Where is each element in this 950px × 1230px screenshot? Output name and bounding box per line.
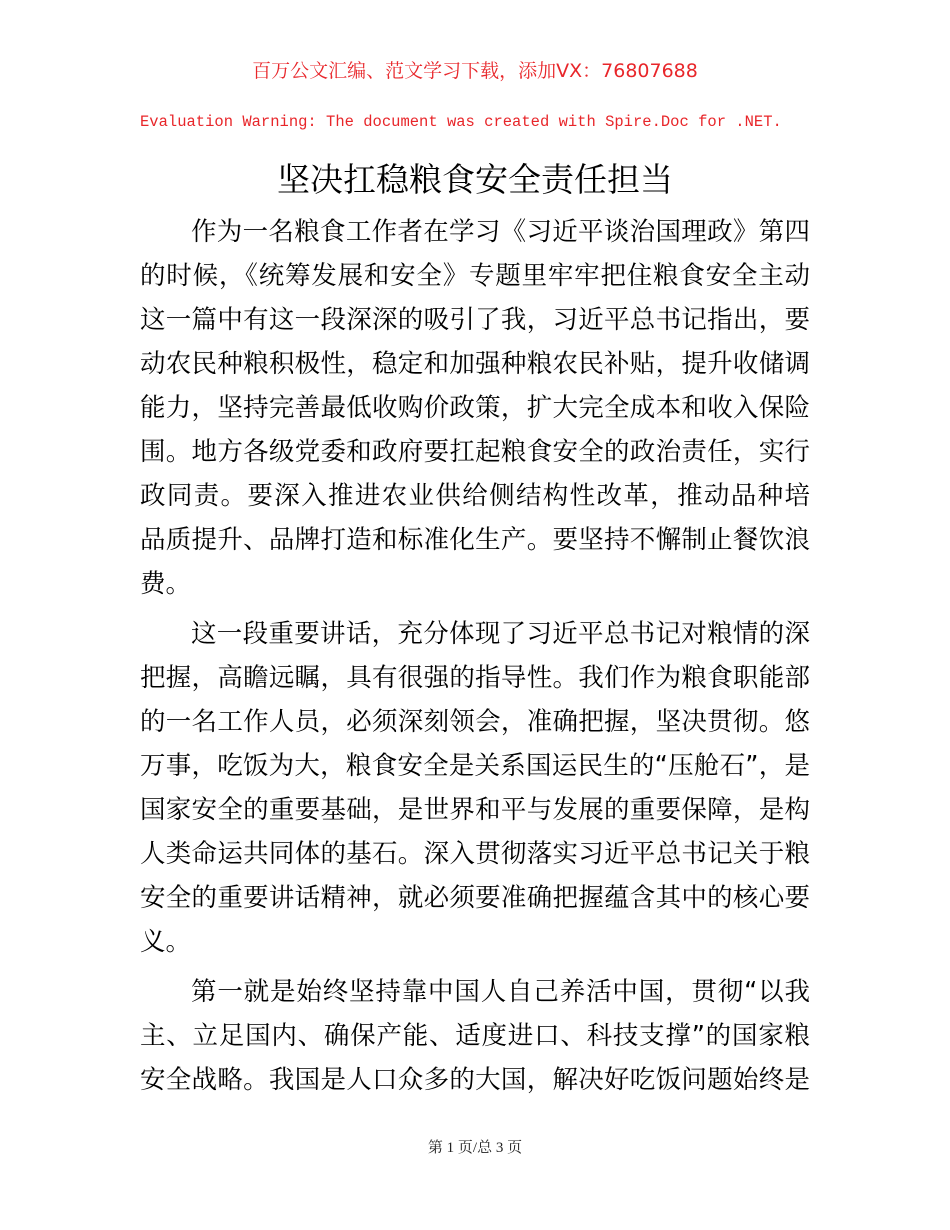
paragraph-line: 这一篇中有这一段深深的吸引了我，习近平总书记指出，要 bbox=[140, 305, 810, 335]
paragraph-line: 安全战略。我国是人口众多的大国，解决好吃饭问题始终是 bbox=[140, 1065, 810, 1095]
paragraph-line: 政同责。要深入推进农业供给侧结构性改革，推动品种培 bbox=[140, 481, 810, 511]
paragraph-line: 主、立足国内、确保产能、适度进口、科技支撑”的国家粮 bbox=[140, 1021, 810, 1051]
document-title: 坚决扛稳粮食安全责任担当 bbox=[277, 160, 673, 199]
header-banner: 百万公文汇编、范文学习下载，添加VX：76807688 bbox=[252, 60, 698, 82]
paragraph bbox=[140, 612, 810, 964]
paragraph-line: 费。 bbox=[140, 569, 192, 599]
document-body bbox=[140, 210, 810, 1108]
paragraph-line: 第一就是始终坚持靠中国人自己养活中国，贯彻“以我 bbox=[191, 977, 810, 1007]
paragraph-line: 万事，吃饭为大，粮食安全是关系国运民生的“压舱石”，是 bbox=[140, 751, 810, 781]
paragraph-line: 义。 bbox=[140, 927, 192, 957]
paragraph-line: 国家安全的重要基础，是世界和平与发展的重要保障，是构 bbox=[140, 795, 810, 825]
paragraph-line: 人类命运共同体的基石。深入贯彻落实习近平总书记关于粮 bbox=[140, 839, 810, 869]
paragraph-line: 动农民种粮积极性，稳定和加强种粮农民补贴，提升收储调 bbox=[140, 349, 810, 379]
paragraph-line: 能力，坚持完善最低收购价政策，扩大完全成本和收入保险 bbox=[140, 393, 810, 423]
paragraph-line: 把握，高瞻远瞩，具有很强的指导性。我们作为粮食职能部 bbox=[140, 663, 810, 693]
paragraph bbox=[140, 210, 810, 606]
evaluation-warning: Evaluation Warning: The document was created with Spire.Doc for .NET. bbox=[140, 113, 782, 131]
paragraph-line: 安全的重要讲话精神，就必须要准确把握蕴含其中的核心要 bbox=[140, 883, 810, 913]
paragraph bbox=[140, 970, 810, 1102]
paragraph-line: 的一名工作人员，必须深刻领会，准确把握，坚决贯彻。悠 bbox=[140, 707, 810, 737]
paragraph-line: 这一段重要讲话，充分体现了习近平总书记对粮情的深 bbox=[191, 619, 810, 649]
paragraph-line: 作为一名粮食工作者在学习《习近平谈治国理政》第四 bbox=[191, 217, 810, 247]
page-footer: 第 1 页/总 3 页 bbox=[427, 1140, 523, 1156]
paragraph-line: 品质提升、品牌打造和标准化生产。要坚持不懈制止餐饮浪 bbox=[140, 525, 810, 555]
paragraph-line: 围。地方各级党委和政府要扛起粮食安全的政治责任，实行 bbox=[140, 437, 810, 467]
paragraph-line: 的时候，《统筹发展和安全》专题里牢牢把住粮食安全主动 bbox=[140, 261, 810, 291]
